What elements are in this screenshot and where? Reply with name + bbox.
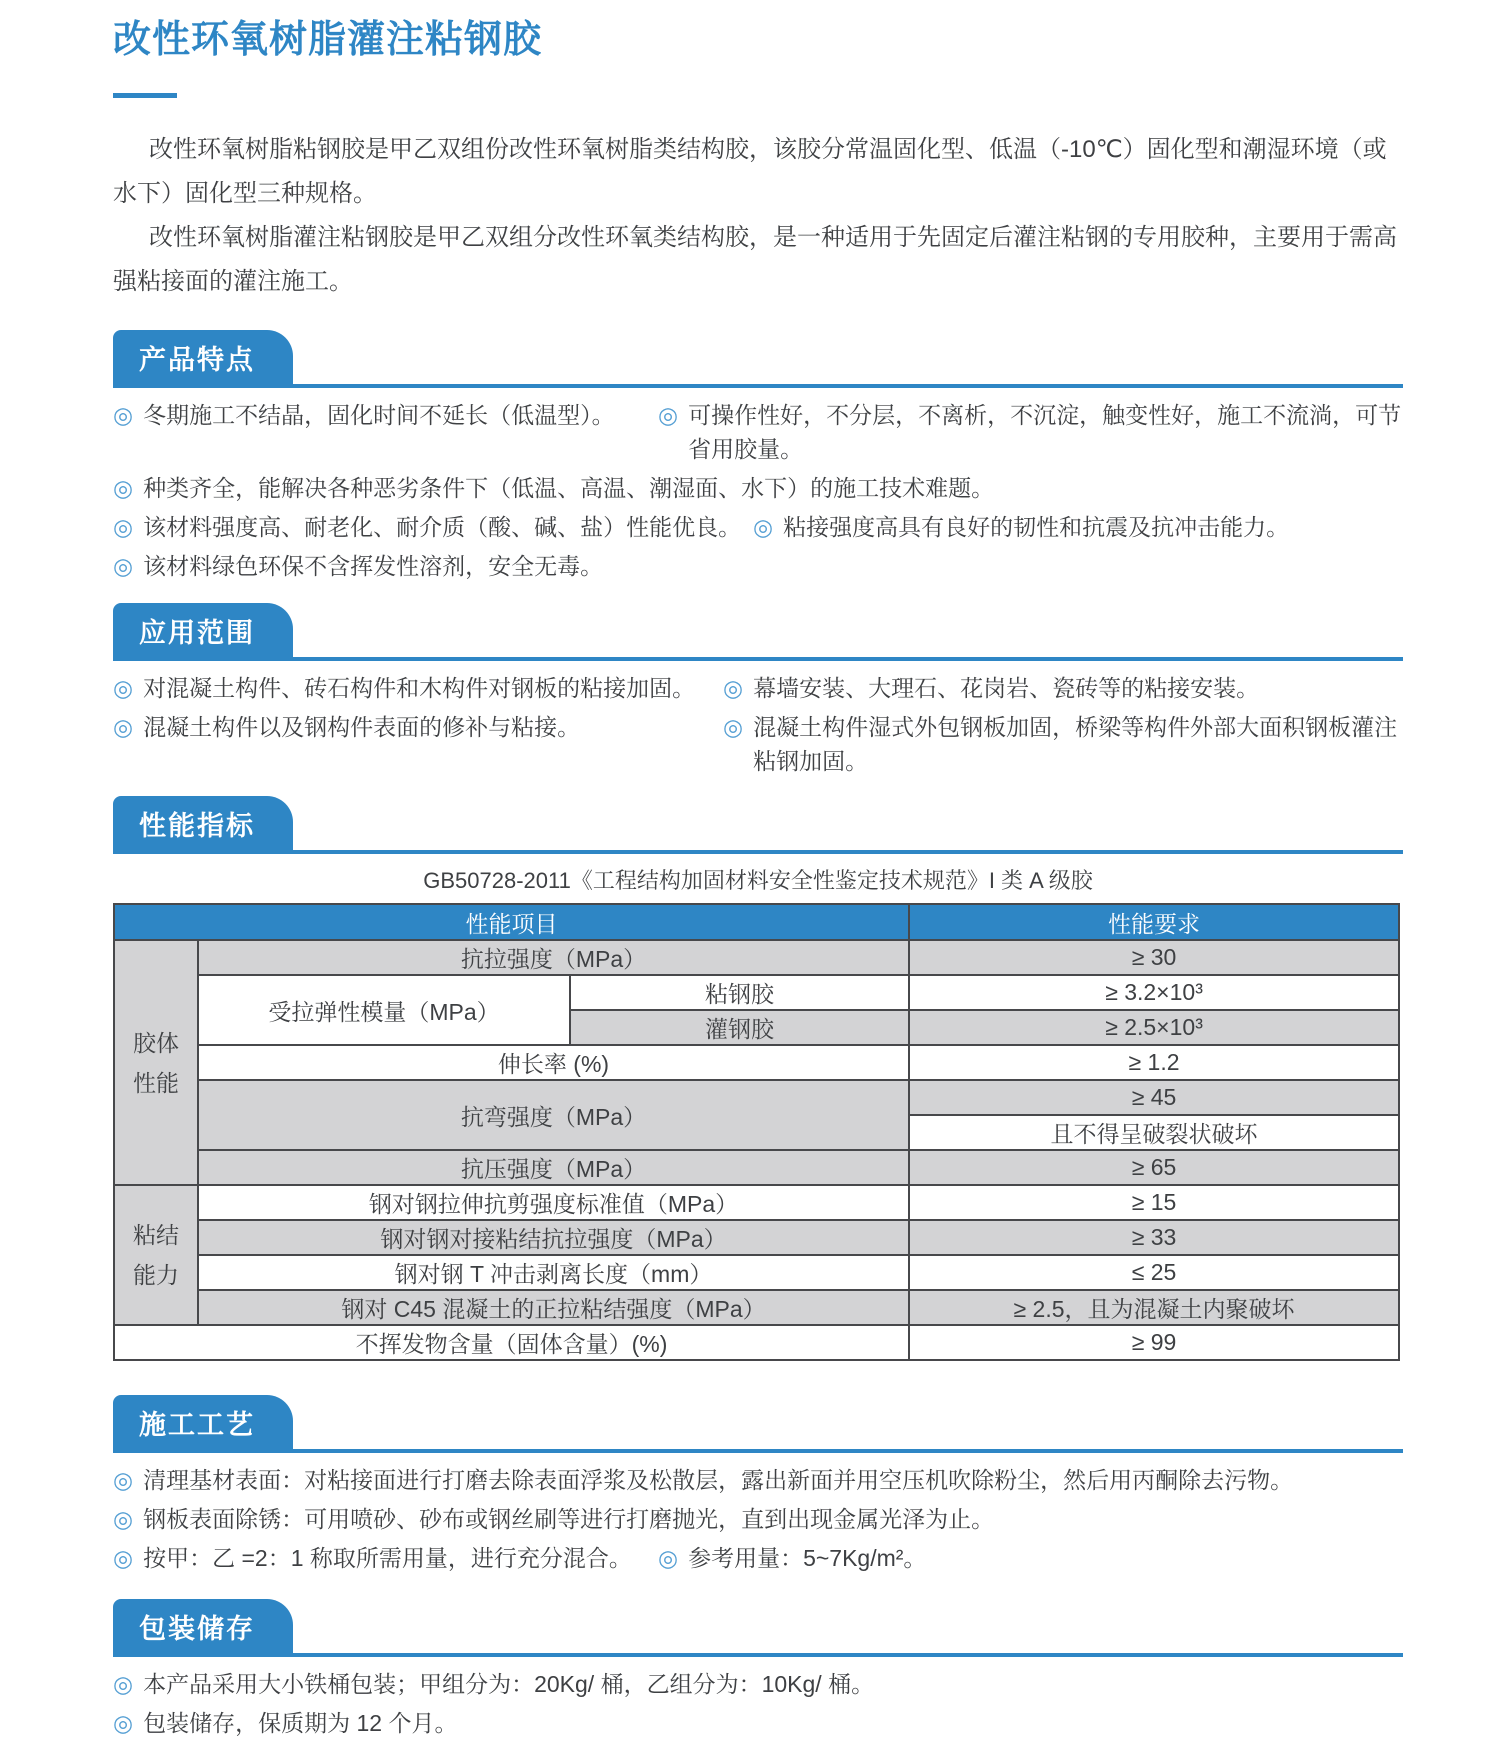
section-heading-performance [113,796,1403,854]
list-row [113,471,1403,505]
list-row [113,1706,1403,1740]
section-rule [113,1653,1403,1657]
table-row [114,1080,1399,1115]
list-item-text: 本产品采用大小铁桶包装；甲组分为：20Kg/ 桶，乙组分为：10Kg/ 桶。 [143,1671,875,1697]
table-header-row [114,904,1399,940]
perf-value-cell: ≥ 3.2×10³ [909,975,1399,1010]
title-underline [113,93,177,98]
list-item-text: 参考用量：5~7Kg/m²。 [688,1545,927,1571]
list-item-text: 幕墙安装、大理石、花岗岩、瓷砖等的粘接安装。 [753,675,1260,701]
perf-item-cell: 钢对 C45 混凝土的正拉粘结强度（MPa） [198,1290,909,1325]
table-header-item: 性能项目 [114,904,909,940]
section-heading-packaging [113,1599,1403,1657]
perf-item-cell: 钢对钢对接粘结抗拉强度（MPa） [198,1220,909,1255]
double-circle-bullet-icon: ◎ [113,1506,134,1532]
perf-value-cell: ≥ 1.2 [909,1045,1399,1080]
section-heading-features [113,330,1403,388]
table-row [114,1185,1399,1220]
table-row [114,1045,1399,1080]
double-circle-bullet-icon: ◎ [113,553,134,579]
perf-subitem-cell: 灌钢胶 [570,1010,909,1045]
section-badge: 产品特点 [113,330,293,384]
section-heading-process [113,1395,1403,1453]
perf-value-cell: 且不得呈破裂状破坏 [909,1115,1399,1150]
list-item-text: 对混凝土构件、砖石构件和木构件对钢板的粘接加固。 [143,675,696,701]
list-item [658,1541,926,1575]
list-item-text: 混凝土构件以及钢构件表面的修补与粘接。 [143,714,581,740]
list-item-text: 混凝土构件湿式外包钢板加固，桥梁等构件外部大面积钢板灌注粘钢加固。 [753,714,1398,774]
application-list [113,671,1403,778]
performance-table [113,903,1400,1361]
perf-value-cell: ≥ 15 [909,1185,1399,1220]
double-circle-bullet-icon: ◎ [658,402,679,428]
list-item [113,398,658,466]
perf-value-cell: ≥ 45 [909,1080,1399,1115]
double-circle-bullet-icon: ◎ [113,1671,134,1697]
double-circle-bullet-icon: ◎ [113,514,134,540]
list-row [113,398,1403,466]
list-row [113,510,1403,544]
list-item [723,671,1259,705]
list-row [113,1541,1403,1575]
perf-item-cell: 不挥发物含量（固体含量）(%) [114,1325,909,1360]
list-item-text: 钢板表面除锈：可用喷砂、砂布或钢丝刷等进行打磨抛光，直到出现金属光泽为止。 [143,1506,995,1532]
table-caption: GB50728-2011《工程结构加固材料安全性鉴定技术规范》I 类 A 级胶 [423,868,1093,893]
list-item-text: 粘接强度高具有良好的韧性和抗震及抗冲击能力。 [783,514,1290,540]
perf-item-cell: 受拉弹性模量（MPa） [198,975,570,1045]
product-datasheet-page [0,8,1503,1736]
list-item [113,1463,1293,1497]
double-circle-bullet-icon: ◎ [113,1545,134,1571]
list-row [113,1667,1403,1701]
list-item [753,510,1289,544]
perf-item-cell: 抗压强度（MPa） [198,1150,909,1185]
intro-paragraphs [113,128,1403,304]
list-item-text: 可操作性好，不分层，不离析，不沉淀，触变性好，施工不流淌，可节省用胶量。 [688,402,1402,462]
packaging-list [113,1667,1403,1740]
list-item [113,549,603,583]
perf-item-cell: 伸长率 (%) [198,1045,909,1080]
list-row [113,1502,1403,1536]
table-row [114,975,1399,1010]
section-rule [113,657,1403,661]
list-item [723,710,1403,778]
perf-value-cell: ≥ 2.5，且为混凝土内聚破坏 [909,1290,1399,1325]
group-label-cell: 粘结能力 [114,1185,198,1325]
perf-subitem-cell: 粘钢胶 [570,975,909,1010]
process-list [113,1463,1403,1575]
table-row [114,1325,1399,1360]
double-circle-bullet-icon: ◎ [113,1710,134,1736]
perf-item-cell: 抗拉强度（MPa） [198,940,909,975]
list-item [113,1706,457,1740]
table-row [114,1150,1399,1185]
double-circle-bullet-icon: ◎ [113,1467,134,1493]
list-item-text: 该材料强度高、耐老化、耐介质（酸、碱、盐）性能优良。 [143,514,742,540]
perf-item-cell: 钢对钢拉伸抗剪强度标准值（MPa） [198,1185,909,1220]
list-item [113,471,994,505]
list-item [113,710,723,778]
section-badge: 包装储存 [113,1599,293,1653]
section-rule [113,384,1403,388]
table-row [114,1255,1399,1290]
double-circle-bullet-icon: ◎ [723,675,744,701]
list-item [113,1667,874,1701]
perf-value-cell: ≤ 25 [909,1255,1399,1290]
list-item-text: 冬期施工不结晶，固化时间不延长（低温型）。 [143,402,615,428]
list-item-text: 该材料绿色环保不含挥发性溶剂，安全无毒。 [143,553,604,579]
double-circle-bullet-icon: ◎ [113,714,134,740]
perf-value-cell: ≥ 99 [909,1325,1399,1360]
perf-item-cell: 抗弯强度（MPa） [198,1080,909,1150]
table-row [114,1290,1399,1325]
perf-value-cell: ≥ 65 [909,1150,1399,1185]
double-circle-bullet-icon: ◎ [113,475,134,501]
list-item-text: 清理基材表面：对粘接面进行打磨去除表面浮浆及松散层，露出新面并用空压机吹除粉尘，然后用丙酮除去污物。 [143,1467,1294,1493]
list-item [113,671,723,705]
table-header-requirement: 性能要求 [909,904,1399,940]
list-row [113,1463,1403,1497]
list-item [113,510,753,544]
list-item [113,1502,994,1536]
group-label-cell: 胶体性能 [114,940,198,1185]
list-item-text: 种类齐全，能解决各种恶劣条件下（低温、高温、潮湿面、水下）的施工技术难题。 [143,475,995,501]
table-row [114,1220,1399,1255]
perf-value-cell: ≥ 30 [909,940,1399,975]
list-item [658,398,1403,466]
intro-paragraph: 改性环氧树脂灌注粘钢胶是甲乙双组分改性环氧类结构胶，是一种适用于先固定后灌注粘钢的专用胶种，主要用于需高强粘接面的灌注施工。 [113,224,1397,295]
double-circle-bullet-icon: ◎ [113,402,134,428]
perf-value-cell: ≥ 2.5×10³ [909,1010,1399,1045]
list-item-text: 包装储存，保质期为 12 个月。 [143,1710,458,1736]
double-circle-bullet-icon: ◎ [723,714,744,740]
list-row [113,671,1403,705]
list-item-text: 按甲：乙 =2：1 称取所需用量，进行充分混合。 [143,1545,632,1571]
section-rule [113,1449,1403,1453]
list-row [113,710,1403,778]
page-title: 改性环氧树脂灌注粘钢胶 [113,19,543,61]
double-circle-bullet-icon: ◎ [753,514,774,540]
section-rule [113,850,1403,854]
perf-value-cell: ≥ 33 [909,1220,1399,1255]
section-heading-application [113,603,1403,661]
perf-item-cell: 钢对钢 T 冲击剥离长度（mm） [198,1255,909,1290]
table-row [114,940,1399,975]
double-circle-bullet-icon: ◎ [113,675,134,701]
features-list [113,398,1403,583]
section-badge: 性能指标 [113,796,293,850]
list-row [113,549,1403,583]
section-badge: 施工工艺 [113,1395,293,1449]
double-circle-bullet-icon: ◎ [658,1545,679,1571]
section-badge: 应用范围 [113,603,293,657]
list-item [113,1541,658,1575]
intro-paragraph: 改性环氧树脂粘钢胶是甲乙双组份改性环氧树脂类结构胶，该胶分常温固化型、低温（-10℃）固化型和潮湿环境（或水下）固化型三种规格。 [113,136,1387,207]
